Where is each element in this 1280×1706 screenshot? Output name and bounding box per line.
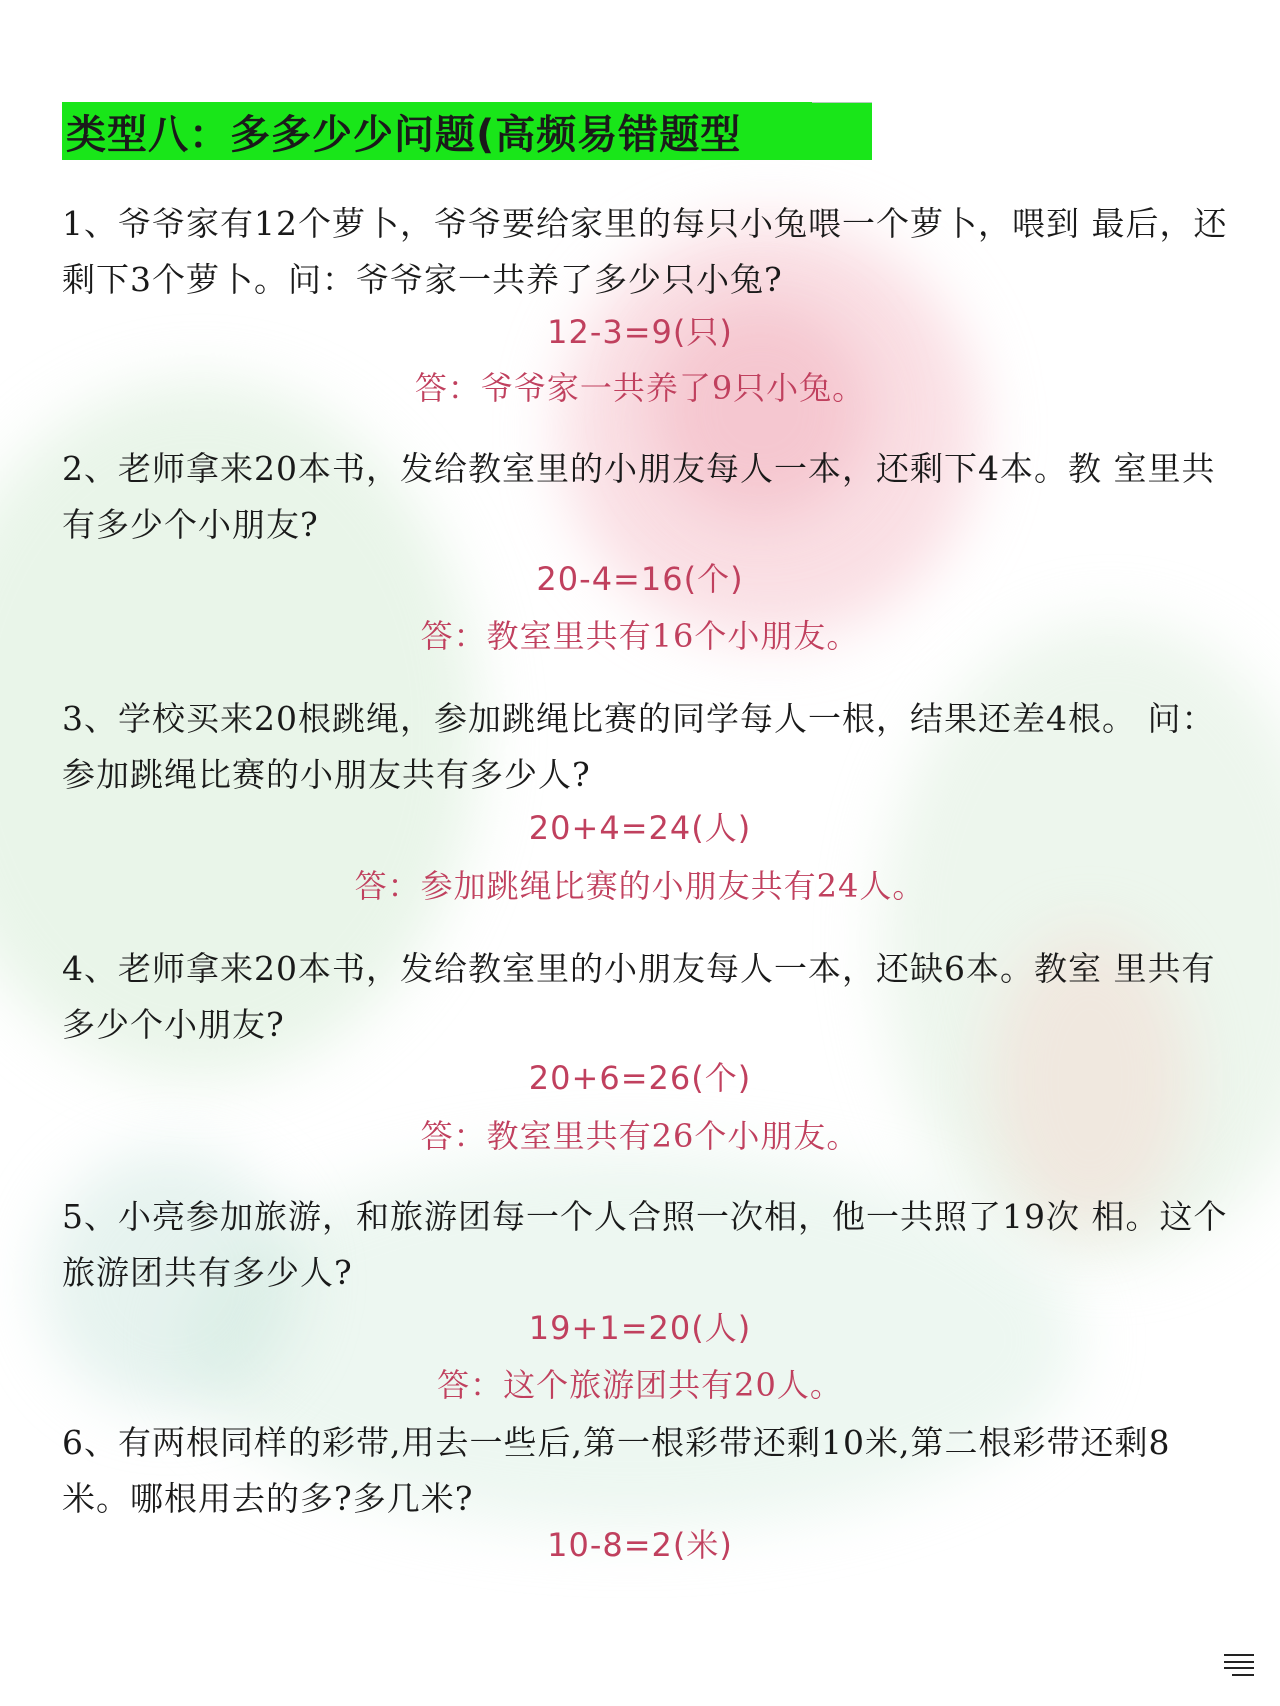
problem-2-calc: 20-4=16(个) xyxy=(536,560,744,598)
problem-5-calc: 19+1=20(人) xyxy=(528,1309,752,1347)
problem-3-calc: 20+4=24(人) xyxy=(528,809,752,847)
page-title: 类型八：多多少少问题(高频易错题型 xyxy=(66,111,742,158)
title-underline xyxy=(812,102,872,103)
list-lines-icon[interactable] xyxy=(1224,1654,1254,1676)
problem-4-calc: 20+6=26(个) xyxy=(528,1059,752,1097)
problem-5-question: 5、小亮参加旅游，和旅游团每一个人合照一次相，他一共照了19次 相。这个旅游团共有多少人? xyxy=(62,1197,1228,1292)
problem-1-answer: 答：爷爷家一共养了9只小兔。 xyxy=(414,369,866,407)
problem-1-question: 1、爷爷家有12个萝卜，爷爷要给家里的每只小兔喂一个萝卜，喂到 最后，还剩下3个萝卜。问：爷爷家一共养了多少只小兔? xyxy=(62,204,1228,299)
problem-6-calc: 10-8=2(米) xyxy=(547,1526,733,1564)
problem-1-calc: 12-3=9(只) xyxy=(547,313,733,351)
problem-5-answer: 答：这个旅游团共有20人。 xyxy=(437,1366,843,1404)
problem-4-answer: 答：教室里共有26个小朋友。 xyxy=(420,1117,860,1155)
problem-3-question: 3、学校买来20根跳绳，参加跳绳比赛的同学每人一根，结果还差4根。 问：参加跳绳比赛的小朋友共有多少人? xyxy=(62,699,1216,794)
problem-2-answer: 答：教室里共有16个小朋友。 xyxy=(420,617,860,655)
problem-3-answer: 答：参加跳绳比赛的小朋友共有24人。 xyxy=(354,867,926,905)
problem-2-question: 2、老师拿来20本书，发给教室里的小朋友每人一本，还剩下4本。教 室里共有多少个小朋友? xyxy=(62,449,1216,544)
problem-4-question: 4、老师拿来20本书，发给教室里的小朋友每人一本，还缺6本。教室 里共有多少个小朋友? xyxy=(62,949,1216,1044)
problem-6-question: 6、有两根同样的彩带,用去一些后,第一根彩带还剩10米,第二根彩带还剩8米。哪根用去的多?多几米? xyxy=(62,1423,1171,1518)
title-highlight xyxy=(62,102,872,160)
